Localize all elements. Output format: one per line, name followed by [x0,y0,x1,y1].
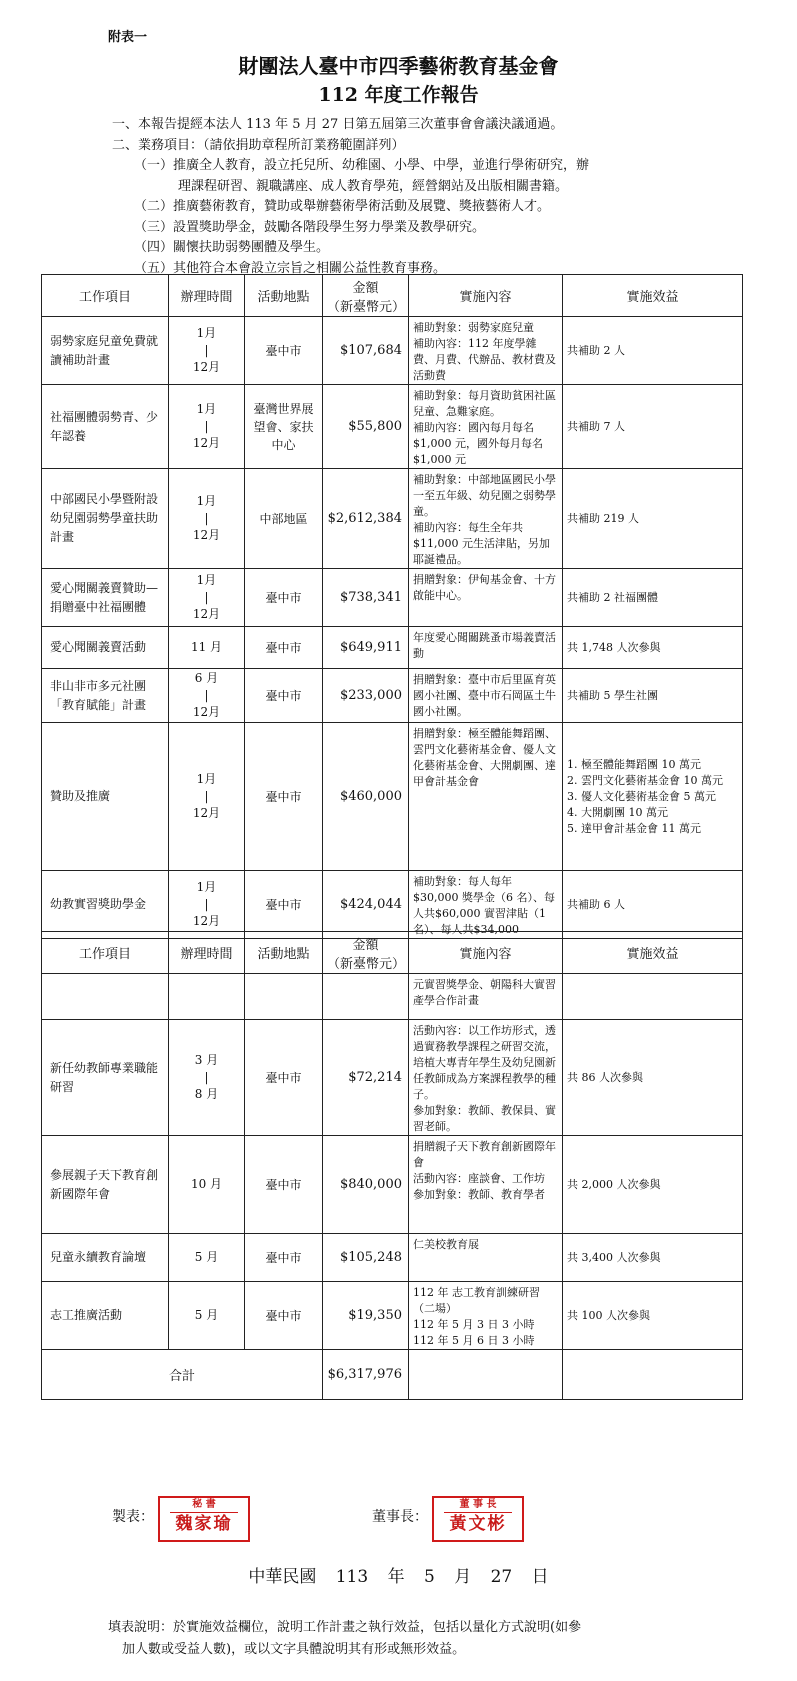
row-benefit: 共 2,000 人次參與 [563,1136,743,1234]
table-header-row [42,932,743,974]
row-content: 捐贈對象：臺中市后里區育英國小社團、臺中市石岡區土牛國小社團。 [409,669,563,723]
row-period: 10 月 [169,1136,245,1234]
row-benefit: 共補助 2 社福團體 [563,569,743,627]
row-period: 3 月 | 8 月 [169,1020,245,1136]
row-content: 元實習獎學金、朝陽科大實習產學合作計畫 [409,974,563,1020]
row-place: 臺中市 [245,1234,323,1282]
row-item: 參展親子天下教育創新國際年會 [42,1136,169,1234]
intro-item-2: 二、業務項目：（請依捐助章程所訂業務範圍詳列） [112,137,405,153]
total-label: 合計 [42,1350,323,1400]
row-benefit [563,974,743,1020]
annex-label: 附表一 [108,30,148,45]
row-place: 臺中市 [245,723,323,871]
table-row [42,1136,743,1234]
intro-item-1: 一、本報告提經本法人 113 年 5 月 27 日第五屆第三次董事會會議決議通過。 [112,117,564,132]
row-place: 臺中市 [245,317,323,385]
table-row [42,385,743,469]
row-item: 非山非市多元社團「教育賦能」計畫 [42,669,169,723]
header-item: 工作項目 [42,275,169,317]
total-amount: $6,317,976 [323,1350,409,1400]
row-item: 愛心聞關義賣贊助—捐贈臺中社福團體 [42,569,169,627]
row-place: 臺中市 [245,1020,323,1136]
header-period: 辦理時間 [169,275,245,317]
row-benefit: 共補助 7 人 [563,385,743,469]
row-item: 贊助及推廣 [42,723,169,871]
row-place [245,974,323,1020]
table-row [42,1020,743,1136]
business-item-1-cont: 理課程研習、親職講座、成人教育學苑，經營網站及出版相關書籍。 [178,178,569,194]
header-place: 活動地點 [245,275,323,317]
chairman-seal-name: 黃文彬 [449,1514,507,1534]
total-content-empty [409,1350,563,1400]
total-benefit-empty [563,1350,743,1400]
row-amount [323,974,409,1020]
table-row [42,569,743,627]
row-amount: $107,684 [323,317,409,385]
row-period: 11 月 [169,627,245,669]
business-item-2: （二）推廣藝術教育，贊助或舉辦藝術學術活動及展覽、獎掖藝術人才。 [134,199,551,214]
row-benefit: 共補助 5 學生社團 [563,669,743,723]
row-period: 1月 | 12月 [169,317,245,385]
chairman-label: 董事長： [372,1509,428,1525]
row-amount: $2,612,384 [323,469,409,569]
row-benefit: 共 1,748 人次參與 [563,627,743,669]
row-content: 補助對象：中部地區國民小學一至五年級、幼兒園之弱勢學童。 補助內容：每生全年共 $11,000 元生活津貼，另加耶誕禮品。 [409,469,563,569]
row-item [42,974,169,1020]
row-amount: $105,248 [323,1234,409,1282]
row-item: 中部國民小學暨附設幼兒園弱勢學童扶助計畫 [42,469,169,569]
table-row [42,469,743,569]
row-benefit: 共 86 人次參與 [563,1020,743,1136]
row-amount: $424,044 [323,871,409,939]
table-row [42,1234,743,1282]
row-period: 5 月 [169,1282,245,1350]
row-item: 兒童永續教育論壇 [42,1234,169,1282]
row-content: 捐贈親子天下教育創新國際年會 活動內容：座談會、工作坊 參加對象：教師、教育學者 [409,1136,563,1234]
row-amount: $649,911 [323,627,409,669]
row-period: 1月 | 12月 [169,469,245,569]
table-row [42,627,743,669]
row-content: 補助對象：弱勢家庭兒童 補助內容：112 年度學雜費、月費、代辦品、教材費及活動費 [409,317,563,385]
row-place: 臺中市 [245,569,323,627]
row-place: 臺中市 [245,1136,323,1234]
note-line-1: 填表說明：於實施效益欄位，說明工作計畫之執行效益，包括以量化方式說明(如參 [108,1620,582,1635]
row-amount: $840,000 [323,1136,409,1234]
row-benefit: 1. 極至體能舞蹈團 10 萬元 2. 雲門文化藝術基金會 10 萬元 3. 優人文化藝術基金會 5 萬元 4. 大開劇團 10 萬元 5. 達甲會計基金會 11 萬元 [563,723,743,871]
row-period [169,974,245,1020]
row-period: 1月 | 12月 [169,385,245,469]
row-period: 6 月 | 12月 [169,669,245,723]
table-row [42,317,743,385]
row-period: 1月 | 12月 [169,569,245,627]
maker-seal-title: 秘 書 [170,1498,238,1513]
row-amount: $72,214 [323,1020,409,1136]
row-content: 補助對象：每人每年 $30,000 獎學金（6 名）、每人共$60,000 實習津貼（1 名）、每人共$34,000 [409,871,563,939]
row-benefit: 共補助 6 人 [563,871,743,939]
row-amount: $233,000 [323,669,409,723]
report-date: 中華民國 113 年 5 月 27 日 [248,1567,549,1587]
row-benefit: 共 100 人次參與 [563,1282,743,1350]
row-content: 活動內容：以工作坊形式，透過實務教學課程之研習交流，培植大專青年學生及幼兒園新任教師成為方案課程教學的種子。 參加對象：教師、教保員、實習老師。 [409,1020,563,1136]
row-amount: $460,000 [323,723,409,871]
row-amount: $55,800 [323,385,409,469]
business-item-4: （四）關懷扶助弱勢團體及學生。 [134,240,330,255]
maker-label: 製表： [112,1509,154,1525]
chairman-seal [432,1496,524,1542]
row-benefit: 共補助 219 人 [563,469,743,569]
business-item-1: （一）推廣全人教育，設立托兒所、幼稚園、小學、中學，並進行學術研究，辦 [134,158,590,173]
business-item-5: （五）其他符合本會設立宗旨之相關公益性教育事務。 [134,260,447,276]
row-place: 臺中市 [245,1282,323,1350]
table-row [42,723,743,871]
header-period: 辦理時間 [169,932,245,974]
business-item-3: （三）設置獎助學金，鼓勵各階段學生努力學業及教學研究。 [134,219,486,235]
row-content: 捐贈對象：伊甸基金會、十方啟能中心。 [409,569,563,627]
table-row [42,1282,743,1350]
row-period: 1月 | 12月 [169,723,245,871]
header-benefit: 實施效益 [563,932,743,974]
note-line-2: 加人數或受益人數)，或以文字具體說明其有形或無形效益。 [122,1642,466,1657]
row-content: 仁美校教育展 [409,1234,563,1282]
work-report-table-2 [41,931,743,1400]
work-report-table-1 [41,274,743,939]
intro-section [112,115,772,279]
maker-seal-name: 魏家瑜 [175,1514,233,1534]
row-place: 臺中市 [245,871,323,939]
row-content: 補助對象：每月資助貧困社區兒童、急難家庭。 補助內容：國內每月每名 $1,000 元，國外每月每名 $1,000 元 [409,385,563,469]
report-title: 財團法人臺中市四季藝術教育基金會 [238,54,559,78]
chairman-seal-title: 董 事 長 [444,1498,512,1513]
row-period: 5 月 [169,1234,245,1282]
header-amount: 金額 （新臺幣元） [323,275,409,317]
row-item: 愛心聞關義賣活動 [42,627,169,669]
report-subtitle: 112 年度工作報告 [318,84,479,106]
table-row [42,669,743,723]
row-place: 中部地區 [245,469,323,569]
row-benefit: 共 3,400 人次參與 [563,1234,743,1282]
row-item: 弱勢家庭兒童免費就讀補助計畫 [42,317,169,385]
header-item: 工作項目 [42,932,169,974]
row-content: 捐贈對象：極至體能舞蹈團、雲門文化藝術基金會、優人文化藝術基金會、大開劇團、達甲會計基金會 [409,723,563,871]
header-content: 實施內容 [409,932,563,974]
row-place: 臺灣世界展望會、家扶中心 [245,385,323,469]
row-period: 1月 | 12月 [169,871,245,939]
row-content: 112 年 志工教育訓練研習（二場） 112 年 5 月 3 日 3 小時 112 年 5 月 6 日 3 小時 [409,1282,563,1350]
row-place: 臺中市 [245,669,323,723]
row-amount: $19,350 [323,1282,409,1350]
row-item: 幼教實習獎助學金 [42,871,169,939]
row-item: 新任幼教師專業職能研習 [42,1020,169,1136]
row-amount: $738,341 [323,569,409,627]
row-item: 社福團體弱勢青、少年認養 [42,385,169,469]
table-row [42,871,743,939]
header-amount: 金額 （新臺幣元） [323,932,409,974]
row-place: 臺中市 [245,627,323,669]
header-benefit: 實施效益 [563,275,743,317]
fill-instructions [108,1617,768,1661]
row-benefit: 共補助 2 人 [563,317,743,385]
header-place: 活動地點 [245,932,323,974]
header-content: 實施內容 [409,275,563,317]
table-row [42,974,743,1020]
table-header-row [42,275,743,317]
row-content: 年度愛心聞關跳蚤市場義賣活動 [409,627,563,669]
maker-seal [158,1496,250,1542]
row-item: 志工推廣活動 [42,1282,169,1350]
total-row [42,1350,743,1400]
